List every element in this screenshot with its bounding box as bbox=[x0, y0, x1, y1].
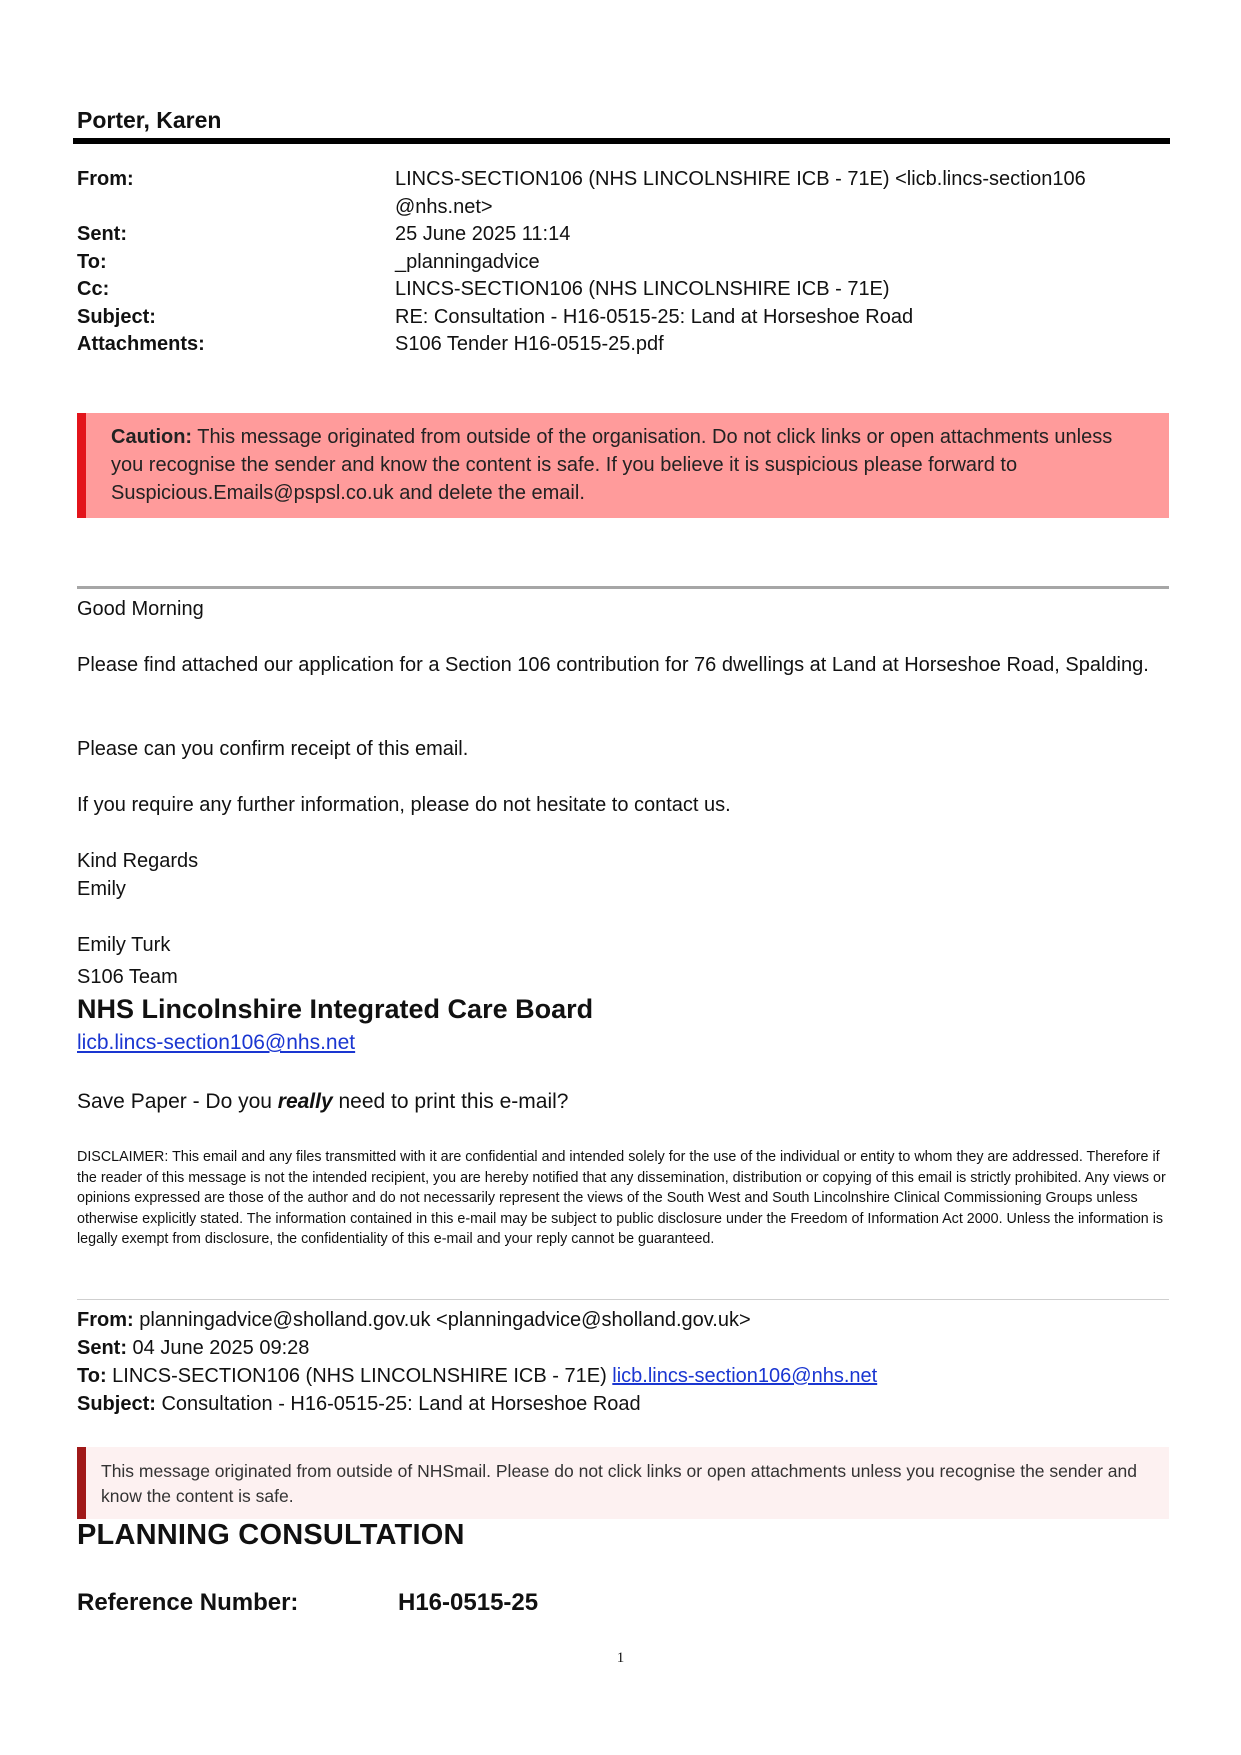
reference-label: Reference Number: bbox=[77, 1589, 299, 1616]
reference-value: H16-0515-25 bbox=[398, 1589, 539, 1616]
forwarded-to-row bbox=[77, 1362, 1167, 1390]
forwarded-from-value: planningadvice@sholland.gov.uk <planningadvice@sholland.gov.uk> bbox=[133, 1309, 751, 1331]
forwarded-to-label: To: bbox=[77, 1365, 107, 1387]
body-paragraph-further: If you require any further information, please do not hesitate to contact us. bbox=[77, 794, 731, 816]
forwarded-subject-label: Subject: bbox=[77, 1393, 156, 1415]
save-paper-prefix: Save Paper - Do you bbox=[77, 1090, 278, 1113]
disclaimer: DISCLAIMER: This email and any files transmitted with it are confidential and intended solely for the use of the individual or entity to whom they are addressed. Therefore if the reader of this message is not the intended recipient, you are hereby notified that any dissemination, distribution or copying of this email is strictly prohibited. Any views or opinions expressed are those of the author and do not necessarily represent the views of the South West and South Lincolnshire Clinical Commissioning Groups unless otherwise explicitly stated. The information contained in this e-mail may be subject to public disclosure under the Freedom of Information Act 2000. Unless the information is legally exempt from disclosure, the confidentiality of this e-mail and your reply cannot be guaranteed. bbox=[77, 1149, 1166, 1247]
save-paper-note bbox=[77, 1090, 568, 1114]
header-cc-row bbox=[77, 276, 1170, 304]
to-label: To: bbox=[77, 250, 107, 273]
header-from-row bbox=[77, 166, 1170, 221]
attachments-label: Attachments: bbox=[77, 333, 205, 355]
sent-value: 25 June 2025 11:14 bbox=[395, 223, 571, 245]
forwarded-header bbox=[77, 1306, 1167, 1418]
body-paragraph-main: Please find attached our application for a Section 106 contribution for 76 dwellings at Land at Horseshoe Road, Spalding. bbox=[77, 654, 1149, 676]
nhsmail-external-banner: This message originated from outside of NHSmail. Please do not click links or open attachments unless you recognise the sender and know the content is safe. bbox=[77, 1447, 1169, 1519]
forwarded-to-link[interactable]: licb.lincs-section106@nhs.net bbox=[612, 1365, 878, 1387]
owner-rule bbox=[73, 138, 1170, 144]
cc-value: LINCS-SECTION106 (NHS LINCOLNSHIRE ICB - 71E) bbox=[395, 278, 890, 300]
header-subject-row bbox=[77, 304, 1170, 332]
signature-name: Emily Turk bbox=[77, 934, 171, 956]
caution-label: Caution: bbox=[111, 426, 193, 448]
from-value: LINCS-SECTION106 (NHS LINCOLNSHIRE ICB - 71E) <licb.lincs-section106 @nhs.net> bbox=[395, 168, 1086, 218]
forwarded-sent-value: 04 June 2025 09:28 bbox=[127, 1337, 310, 1359]
header-attachments-row bbox=[77, 331, 1170, 359]
save-paper-emphasis: really bbox=[277, 1090, 333, 1113]
from-label: From: bbox=[77, 168, 134, 190]
header-to-row bbox=[77, 249, 1170, 277]
email-header bbox=[77, 166, 1170, 359]
forwarded-from-label: From: bbox=[77, 1309, 134, 1331]
forwarded-to-value: LINCS-SECTION106 (NHS LINCOLNSHIRE ICB - 71E) bbox=[106, 1365, 613, 1387]
forward-divider bbox=[77, 1299, 1169, 1300]
forwarded-from-row bbox=[77, 1306, 1167, 1334]
page-number: 1 bbox=[616, 1650, 625, 1666]
subject-value: RE: Consultation - H16-0515-25: Land at Horseshoe Road bbox=[395, 305, 914, 328]
greeting: Good Morning bbox=[77, 598, 204, 620]
page-owner: Porter, Karen bbox=[77, 107, 222, 133]
forwarded-sent-label: Sent: bbox=[77, 1337, 127, 1359]
body-paragraph-confirm: Please can you confirm receipt of this email. bbox=[77, 738, 469, 760]
forwarded-subject-value: Consultation - H16-0515-25: Land at Horseshoe Road bbox=[155, 1393, 641, 1415]
caution-banner bbox=[77, 413, 1169, 518]
signature-email-link[interactable]: licb.lincs-section106@nhs.net bbox=[77, 1031, 356, 1054]
caution-text: This message originated from outside of the organisation. Do not click links or open attachments unless you recognise the sender and know the content is safe. If you believe it is suspicious please forward to Suspicious.Emails@pspsl.co.uk and delete the email. bbox=[111, 426, 1113, 504]
divider bbox=[77, 586, 1169, 589]
header-sent-row bbox=[77, 221, 1170, 249]
signoff: Emily bbox=[77, 878, 126, 900]
cc-label: Cc: bbox=[77, 278, 110, 300]
forwarded-subject-row bbox=[77, 1390, 1167, 1418]
consultation-title: PLANNING CONSULTATION bbox=[77, 1519, 465, 1551]
signature-team: S106 Team bbox=[77, 966, 178, 988]
to-value: _planningadvice bbox=[395, 250, 540, 273]
forwarded-sent-row bbox=[77, 1334, 1167, 1362]
regards: Kind Regards bbox=[77, 850, 199, 872]
attachments-value: S106 Tender H16-0515-25.pdf bbox=[395, 333, 664, 355]
subject-label: Subject: bbox=[77, 305, 156, 328]
save-paper-suffix: need to print this e-mail? bbox=[332, 1090, 569, 1113]
sent-label: Sent: bbox=[77, 223, 127, 245]
signature-organisation: NHS Lincolnshire Integrated Care Board bbox=[77, 994, 594, 1024]
